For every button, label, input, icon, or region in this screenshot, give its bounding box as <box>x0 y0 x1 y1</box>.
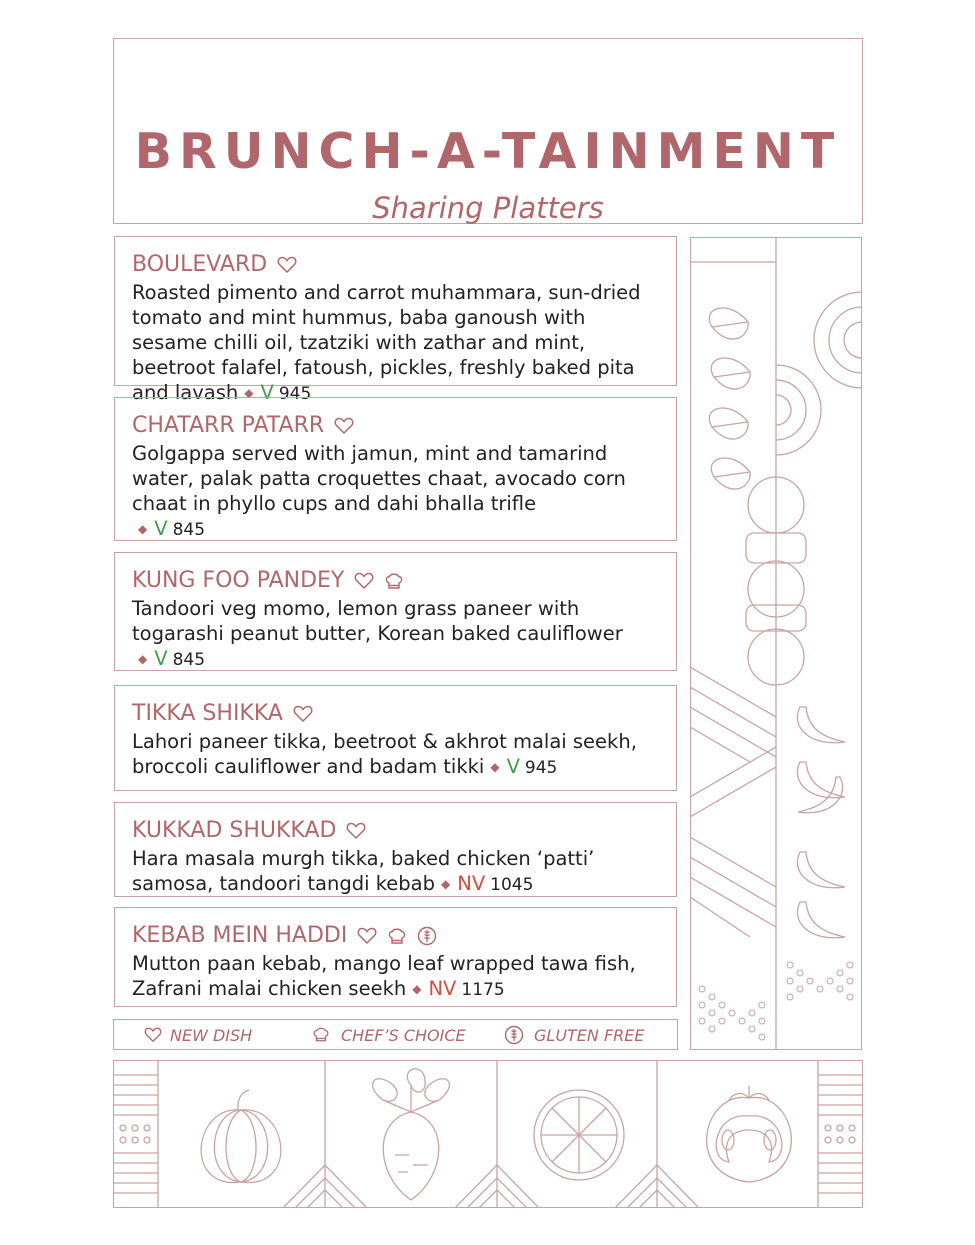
chef-hat-icon <box>312 1026 330 1043</box>
item-description: Roasted pimento and carrot muhammara, sun-dried tomato and mint hummus, baba ganoush with sesame chilli oil, tzatziki with zathar and mint, beetroot falafel, fatoush, pickles, freshly baked pita and lavash <box>132 281 641 404</box>
heart-icon <box>293 705 313 723</box>
heart-icon <box>346 822 366 840</box>
item-name: KEBAB MEIN HADDI <box>132 923 348 948</box>
diamond-bullet-icon: ◆ <box>138 652 148 666</box>
item-description: Lahori paneer tikka, beetroot & akhrot malai seekh, broccoli cauliflower and badam tikki <box>132 730 637 778</box>
heart-icon <box>144 1027 162 1043</box>
gluten-free-icon <box>504 1025 524 1045</box>
decorative-pattern-illustration <box>690 237 862 1050</box>
diamond-bullet-icon: ◆ <box>490 760 500 774</box>
gluten-free-icon <box>417 926 437 946</box>
item-name: TIKKA SHIKKA <box>132 701 283 726</box>
legend-chefs-choice: CHEF’S CHOICE <box>341 1026 466 1045</box>
bottom-vegetable-illustration <box>113 1060 863 1208</box>
legend <box>113 1019 678 1050</box>
legend-new-dish: NEW DISH <box>170 1026 253 1045</box>
vegetables-illustration <box>113 1060 863 1208</box>
heart-icon <box>277 256 297 274</box>
item-price: 1175 <box>461 980 505 1000</box>
item-description: Mutton paan kebab, mango leaf wrapped tawa fish, Zafrani malai chicken seekh <box>132 952 636 1000</box>
diamond-bullet-icon: ◆ <box>138 522 148 536</box>
item-name: CHATARR PATARR <box>132 413 325 438</box>
item-description: Golgappa served with jamun, mint and tamarind water, palak patta croquettes chaat, avocado corn chaat in phyllo cups and dahi bhalla trifle <box>132 442 626 515</box>
side-decoration-panel <box>690 237 862 1050</box>
menu-subtitle: Sharing Platters <box>372 191 604 225</box>
item-price: 845 <box>172 520 206 540</box>
item-description: Tandoori veg momo, lemon grass paneer with togarashi peanut butter, Korean baked cauliflower <box>132 597 623 645</box>
item-price: 945 <box>524 758 558 778</box>
diamond-bullet-icon: ◆ <box>412 982 422 996</box>
item-name: KUKKAD SHUKKAD <box>132 818 337 843</box>
heart-icon <box>357 927 377 945</box>
menu-header <box>113 38 863 224</box>
item-type: V <box>154 647 168 670</box>
item-type: V <box>506 755 520 778</box>
item-type: V <box>260 381 274 404</box>
item-type: NV <box>457 872 486 895</box>
menu-item <box>114 802 677 897</box>
menu-item <box>114 397 677 541</box>
item-type: NV <box>428 977 457 1000</box>
menu-item <box>114 236 677 404</box>
menu-title: BRUNCH-A-TAINMENT <box>134 123 842 180</box>
item-price: 945 <box>278 384 312 404</box>
item-name: BOULEVARD <box>132 252 268 277</box>
item-type: V <box>154 517 168 540</box>
menu-item <box>114 685 677 791</box>
item-name: KUNG FOO PANDEY <box>132 568 345 593</box>
item-price: 1045 <box>490 875 534 895</box>
chef-hat-icon <box>384 572 404 590</box>
legend-gluten-free: GLUTEN FREE <box>534 1026 645 1045</box>
menu-item <box>114 907 677 1007</box>
heart-icon <box>354 572 374 590</box>
chef-hat-icon <box>387 927 407 945</box>
item-price: 845 <box>172 650 206 670</box>
diamond-bullet-icon: ◆ <box>441 877 451 891</box>
item-description: Hara masala murgh tikka, baked chicken ‘patti’ samosa, tandoori tangdi kebab <box>132 847 595 895</box>
diamond-bullet-icon: ◆ <box>244 386 254 400</box>
heart-icon <box>334 417 354 435</box>
menu-item <box>114 552 677 671</box>
